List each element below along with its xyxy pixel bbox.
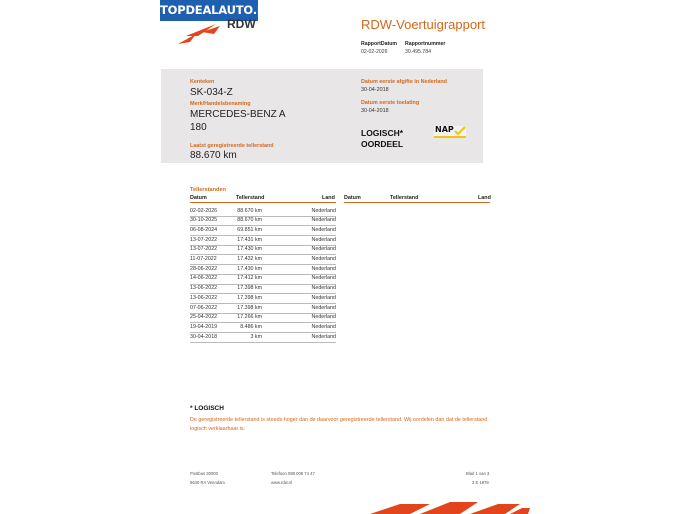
merk-value-line2: 180	[190, 122, 207, 133]
cell-tellerstand: 17.431 km	[237, 236, 262, 243]
cell-tellerstand: 17.430 km	[237, 246, 262, 253]
cell-datum: 30-04-2018	[190, 333, 218, 340]
rdw-wordmark: RDW	[227, 17, 256, 31]
cell-tellerstand: 17.398 km	[237, 285, 262, 292]
cell-datum: 30-10-2025	[190, 217, 218, 224]
oordeel-line1: LOGISCH*	[361, 128, 404, 138]
cell-datum: 07-06-2022	[190, 304, 218, 311]
footer-website[interactable]: www.rdw.nl	[271, 480, 292, 485]
toelating-value: 30-04-2018	[361, 108, 389, 114]
cell-land: Nederland	[311, 226, 336, 233]
rapport-nummer-value: 30.495.784	[405, 49, 431, 55]
nap-text: NAP	[435, 125, 454, 134]
cell-land: Nederland	[311, 217, 336, 224]
cell-land: Nederland	[311, 265, 336, 272]
cell-land: Nederland	[311, 314, 336, 321]
cell-tellerstand: 17.432 km	[237, 256, 262, 262]
document-title: RDW-Voertuigrapport	[361, 17, 486, 32]
cell-tellerstand: 17.398 km	[237, 304, 262, 311]
cell-land: Nederland	[311, 333, 336, 340]
kenteken-value: SK-034-Z	[190, 87, 233, 98]
cell-datum: 11-07-2022	[190, 256, 217, 262]
th-land-2: Land	[478, 195, 491, 201]
cell-datum: 13-06-2022	[190, 294, 218, 301]
kenteken-label: Kenteken	[190, 79, 215, 85]
tellerstand-value: 88.670 km	[190, 150, 237, 161]
th-datum-2: Datum	[344, 195, 361, 201]
cell-tellerstand: 69.851 km	[237, 226, 262, 233]
afgifte-value: 30-04-2018	[361, 87, 389, 93]
cell-tellerstand: 17.430 km	[237, 265, 262, 272]
topdealauto-logo[interactable]: TOPDEALAUTO.NL	[160, 0, 258, 21]
th-land: Land	[322, 195, 335, 201]
cell-tellerstand: 17.398 km	[237, 294, 262, 301]
header-rule-left	[190, 202, 336, 203]
toelating-label: Datum eerste toelating	[361, 100, 420, 106]
th-datum: Datum	[190, 195, 207, 201]
cell-datum: 13-07-2022	[190, 236, 218, 243]
cell-land: Nederland	[311, 275, 336, 282]
cell-datum: 28-06-2022	[190, 265, 218, 272]
cell-datum: 13-07-2022	[190, 246, 218, 253]
cell-datum: 25-04-2022	[190, 314, 218, 321]
cell-tellerstand: 88.670 km	[237, 217, 262, 224]
cell-land: Nederland	[311, 304, 336, 311]
rapport-datum-value: 02-02-2026	[361, 49, 388, 55]
cell-datum: 14-06-2022	[190, 275, 218, 282]
cell-tellerstand: 8.486 km	[240, 323, 262, 330]
footnote-title: * LOGISCH	[190, 405, 224, 412]
merk-label: Merk/Handelsbenaming	[190, 101, 251, 107]
cell-datum: 02-02-2026	[190, 207, 218, 214]
cell-tellerstand: 3 km	[250, 333, 262, 340]
footnote-text: De geregistreerde tellerstand is steeds hoger dan de daarvoor geregistreerde tellerstand. Wij oordelen dan dat de tellerstand logisch verklaarbaar is.	[190, 417, 488, 432]
cell-tellerstand: 17.412 km	[237, 275, 262, 282]
cell-tellerstand: 17.266 km	[237, 314, 262, 321]
table-row	[190, 332, 336, 343]
afgifte-label: Datum eerste afgifte in Nederland	[361, 79, 447, 85]
rapport-datum-label: RapportDatum	[361, 41, 398, 47]
cell-tellerstand: 88.670 km	[237, 207, 262, 214]
cell-datum: 06-08-2024	[190, 226, 218, 233]
cell-land: Nederland	[311, 236, 336, 243]
footer-telefoon: Telefoon 088 008 74 47	[271, 471, 315, 476]
cell-land: Nederland	[311, 294, 336, 301]
oordeel-line2: OORDEEL	[361, 139, 404, 149]
tellerstanden-title: Tellerstanden	[190, 187, 226, 193]
rapport-nummer-label: Rapportnummer	[405, 41, 446, 47]
merk-value-line1: MERCEDES-BENZ A	[190, 109, 286, 120]
cell-land: Nederland	[311, 323, 336, 330]
tellerstand-label: Laatst geregistreerde tellerstand	[190, 143, 274, 149]
cell-land: Nederland	[311, 285, 336, 292]
nap-logo	[434, 125, 466, 137]
cell-land: Nederland	[311, 207, 336, 214]
cell-land: Nederland	[311, 256, 336, 262]
footer-postbus: Postbus 30000	[190, 471, 218, 476]
cell-land: Nederland	[311, 246, 336, 253]
cell-datum: 13-06-2022	[190, 285, 218, 292]
rdw-stripes-icon	[370, 498, 530, 514]
footer-blad: Blad 1 van 3	[466, 471, 490, 476]
header-rule-right	[344, 202, 490, 203]
th-tellerstand: Tellerstand	[236, 195, 265, 201]
footer-code: 3 E 1978	[472, 480, 489, 485]
rdw-logo-icon	[176, 22, 224, 46]
th-tellerstand-2: Tellerstand	[390, 195, 419, 201]
footer-plaats: 9640 RA Veendam	[190, 480, 225, 485]
cell-datum: 19-04-2019	[190, 323, 218, 330]
